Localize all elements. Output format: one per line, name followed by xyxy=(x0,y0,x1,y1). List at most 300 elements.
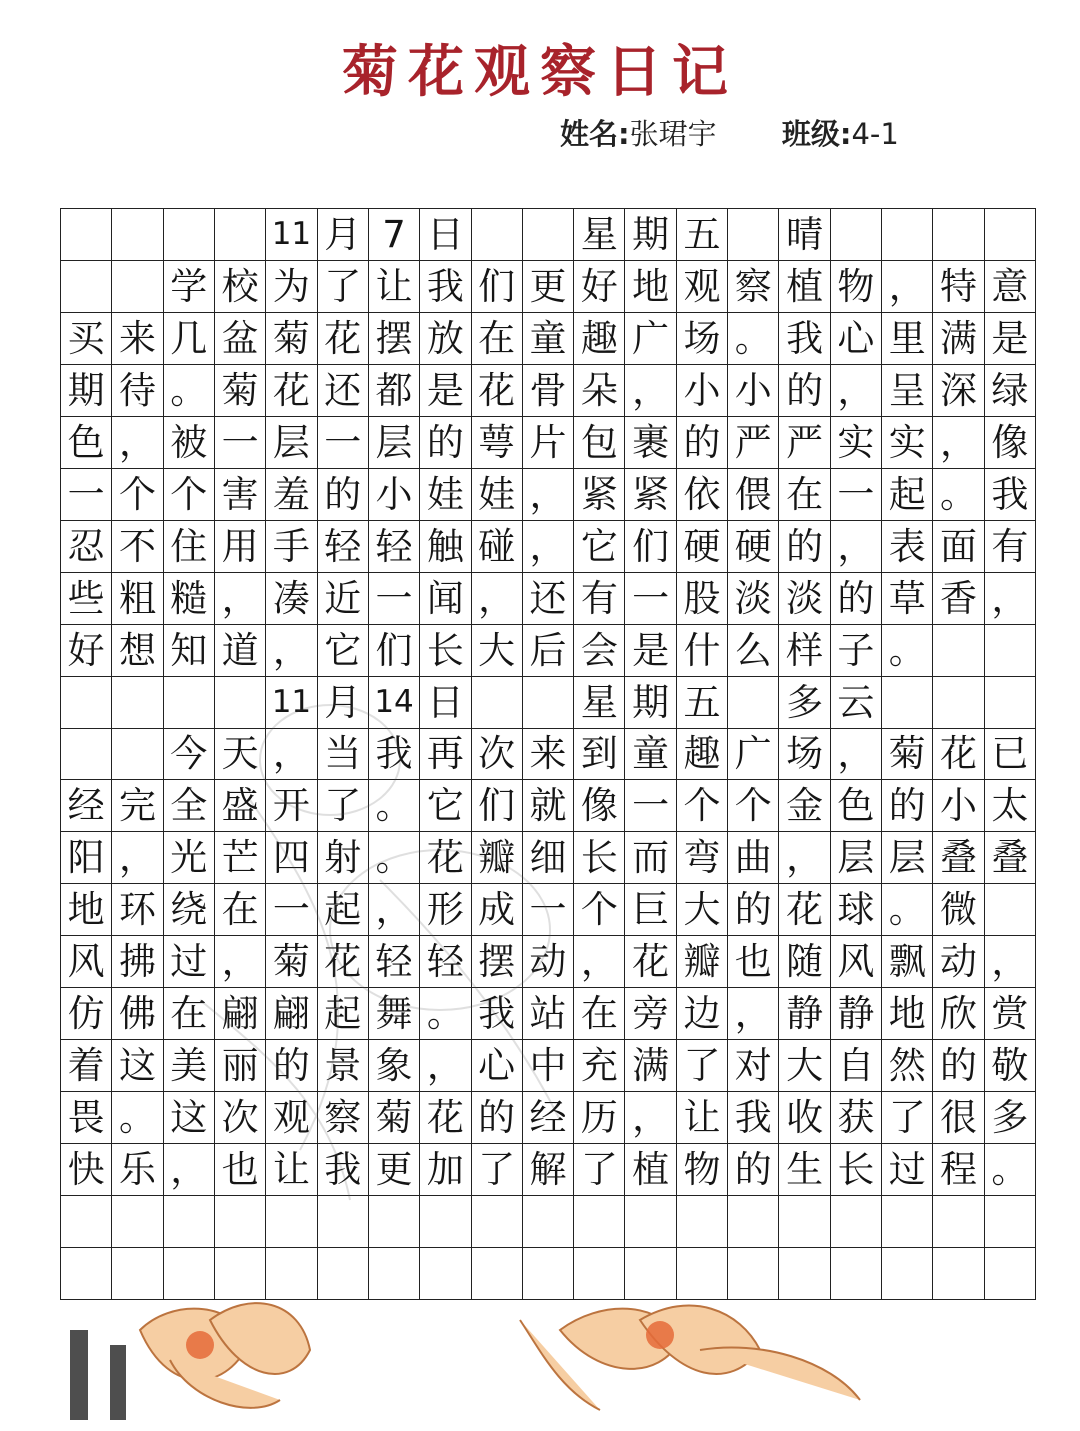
grid-cell: ， xyxy=(625,1092,676,1144)
grid-cell: 地 xyxy=(61,884,112,936)
grid-cell xyxy=(779,1248,830,1300)
grid-cell: 期 xyxy=(61,365,112,417)
grid-cell xyxy=(215,1248,266,1300)
grid-cell: 还 xyxy=(318,365,369,417)
grid-cell: 花 xyxy=(472,365,523,417)
grid-cell: 心 xyxy=(831,313,882,365)
grid-cell: 也 xyxy=(215,1144,266,1196)
grid-cell: 光 xyxy=(164,832,215,884)
grid-cell: 特 xyxy=(933,261,984,313)
grid-cell: 个 xyxy=(677,780,728,832)
grid-cell: 它 xyxy=(420,780,471,832)
grid-cell: 的 xyxy=(728,1144,779,1196)
grid-cell: ， xyxy=(831,365,882,417)
grid-cell: 丽 xyxy=(215,1040,266,1092)
grid-cell xyxy=(523,1196,574,1248)
grid-cell: ， xyxy=(728,988,779,1040)
grid-cell: 叠 xyxy=(985,832,1036,884)
grid-cell: 动 xyxy=(523,936,574,988)
grid-cell: 场 xyxy=(677,313,728,365)
grid-cell: 五 xyxy=(677,677,728,729)
grid-cell: 就 xyxy=(523,780,574,832)
grid-cell: 童 xyxy=(523,313,574,365)
grid-cell: 实 xyxy=(882,417,933,469)
grid-cell: 住 xyxy=(164,521,215,573)
grid-cell: 包 xyxy=(574,417,625,469)
grid-cell: 层 xyxy=(369,417,420,469)
grid-cell: 我 xyxy=(420,261,471,313)
grid-cell: 多 xyxy=(779,677,830,729)
grid-cell: 层 xyxy=(882,832,933,884)
grid-cell: 小 xyxy=(728,365,779,417)
grid-cell: ， xyxy=(215,573,266,625)
grid-cell xyxy=(677,1196,728,1248)
grid-cell: 期 xyxy=(625,677,676,729)
grid-cell: 闻 xyxy=(420,573,471,625)
grid-cell: 大 xyxy=(472,625,523,677)
grid-cell xyxy=(933,625,984,677)
grid-cell: 让 xyxy=(677,1092,728,1144)
grid-cell: 是 xyxy=(985,313,1036,365)
grid-cell: 深 xyxy=(933,365,984,417)
grid-cell: 为 xyxy=(266,261,317,313)
grid-cell: 边 xyxy=(677,988,728,1040)
grid-cell xyxy=(164,209,215,261)
grid-cell xyxy=(266,1248,317,1300)
grid-cell: 样 xyxy=(779,625,830,677)
grid-cell: 的 xyxy=(933,1040,984,1092)
grid-cell: 观 xyxy=(677,261,728,313)
grid-cell: 一 xyxy=(831,469,882,521)
grid-cell: 小 xyxy=(933,780,984,832)
grid-cell: 买 xyxy=(61,313,112,365)
name-value: 张珺宇 xyxy=(629,117,717,151)
grid-cell: 这 xyxy=(164,1092,215,1144)
grid-cell: 站 xyxy=(523,988,574,1040)
character-grid xyxy=(60,208,1036,1300)
grid-cell: 赏 xyxy=(985,988,1036,1040)
grid-cell: 一 xyxy=(266,884,317,936)
grid-cell: 轻 xyxy=(318,521,369,573)
grid-cell: 淡 xyxy=(779,573,830,625)
grid-cell: 依 xyxy=(677,469,728,521)
grid-cell: 菊 xyxy=(369,1092,420,1144)
grid-cell xyxy=(728,677,779,729)
grid-cell: 想 xyxy=(112,625,163,677)
grid-cell xyxy=(677,1248,728,1300)
class-label: 班级: xyxy=(781,117,852,151)
grid-cell: 云 xyxy=(831,677,882,729)
grid-cell: 是 xyxy=(625,625,676,677)
grid-cell xyxy=(61,1248,112,1300)
grid-cell: 金 xyxy=(779,780,830,832)
grid-cell: 生 xyxy=(779,1144,830,1196)
grid-cell: 片 xyxy=(523,417,574,469)
grid-cell: 地 xyxy=(882,988,933,1040)
grid-cell: ， xyxy=(523,521,574,573)
grid-cell: 次 xyxy=(472,729,523,781)
grid-cell: 获 xyxy=(831,1092,882,1144)
grid-cell: 的 xyxy=(882,780,933,832)
grid-cell: 四 xyxy=(266,832,317,884)
grid-cell: 意 xyxy=(985,261,1036,313)
grid-cell: 轻 xyxy=(369,521,420,573)
grid-cell: 完 xyxy=(112,780,163,832)
grid-cell: 14 xyxy=(369,677,420,729)
grid-cell xyxy=(985,1248,1036,1300)
grid-cell xyxy=(882,1196,933,1248)
grid-cell: 叠 xyxy=(933,832,984,884)
grid-cell: 有 xyxy=(985,521,1036,573)
grid-cell: 快 xyxy=(61,1144,112,1196)
grid-cell: 植 xyxy=(625,1144,676,1196)
grid-cell: 。 xyxy=(728,313,779,365)
grid-cell: 长 xyxy=(420,625,471,677)
grid-cell: 的 xyxy=(779,521,830,573)
grid-cell xyxy=(933,1248,984,1300)
grid-cell: 让 xyxy=(369,261,420,313)
grid-cell: 翩 xyxy=(215,988,266,1040)
grid-cell: 。 xyxy=(420,988,471,1040)
grid-cell xyxy=(882,677,933,729)
grid-cell: 芒 xyxy=(215,832,266,884)
grid-cell: 粗 xyxy=(112,573,163,625)
grid-cell: 被 xyxy=(164,417,215,469)
grid-cell: 一 xyxy=(61,469,112,521)
grid-cell: 欣 xyxy=(933,988,984,1040)
grid-cell xyxy=(779,1196,830,1248)
grid-cell: 绕 xyxy=(164,884,215,936)
grid-cell: 硬 xyxy=(677,521,728,573)
grid-cell xyxy=(933,1196,984,1248)
grid-cell xyxy=(112,1196,163,1248)
grid-cell: 色 xyxy=(831,780,882,832)
grid-cell: 微 xyxy=(933,884,984,936)
grid-cell: 了 xyxy=(472,1144,523,1196)
grid-cell xyxy=(523,1248,574,1300)
grid-cell: 畏 xyxy=(61,1092,112,1144)
grid-cell xyxy=(215,677,266,729)
grid-cell: ， xyxy=(215,936,266,988)
grid-cell: 。 xyxy=(985,1144,1036,1196)
grid-cell: 它 xyxy=(318,625,369,677)
grid-cell: 更 xyxy=(523,261,574,313)
grid-cell: 了 xyxy=(574,1144,625,1196)
grid-cell: 敬 xyxy=(985,1040,1036,1092)
grid-cell: 裹 xyxy=(625,417,676,469)
grid-cell: ， xyxy=(112,417,163,469)
grid-cell: 次 xyxy=(215,1092,266,1144)
grid-cell xyxy=(112,677,163,729)
grid-cell: 然 xyxy=(882,1040,933,1092)
grid-cell: 旁 xyxy=(625,988,676,1040)
grid-cell: ， xyxy=(420,1040,471,1092)
grid-cell: 严 xyxy=(728,417,779,469)
grid-cell xyxy=(933,209,984,261)
grid-cell: 一 xyxy=(215,417,266,469)
grid-cell: ， xyxy=(472,573,523,625)
grid-cell: 起 xyxy=(318,988,369,1040)
grid-cell: 了 xyxy=(318,780,369,832)
grid-cell: 。 xyxy=(933,469,984,521)
grid-cell xyxy=(164,1248,215,1300)
grid-cell: 大 xyxy=(779,1040,830,1092)
grid-cell: ， xyxy=(882,261,933,313)
grid-cell: 察 xyxy=(318,1092,369,1144)
grid-cell: 表 xyxy=(882,521,933,573)
grid-cell: 起 xyxy=(882,469,933,521)
grid-cell: 。 xyxy=(882,884,933,936)
grid-cell: 菊 xyxy=(882,729,933,781)
grid-cell: 趣 xyxy=(574,313,625,365)
grid-cell: 静 xyxy=(831,988,882,1040)
grid-cell: 已 xyxy=(985,729,1036,781)
grid-cell: 忍 xyxy=(61,521,112,573)
grid-cell: ， xyxy=(831,521,882,573)
grid-cell: 美 xyxy=(164,1040,215,1092)
grid-cell xyxy=(933,677,984,729)
grid-cell: 了 xyxy=(318,261,369,313)
grid-cell: 校 xyxy=(215,261,266,313)
grid-cell: 什 xyxy=(677,625,728,677)
grid-cell: 花 xyxy=(266,365,317,417)
grid-cell: 我 xyxy=(985,469,1036,521)
grid-cell: 菊 xyxy=(266,936,317,988)
grid-cell: 触 xyxy=(420,521,471,573)
grid-cell xyxy=(369,1248,420,1300)
grid-cell xyxy=(420,1248,471,1300)
grid-cell: 我 xyxy=(728,1092,779,1144)
grid-cell: 个 xyxy=(728,780,779,832)
grid-cell: 花 xyxy=(933,729,984,781)
grid-cell: ， xyxy=(985,573,1036,625)
grid-cell: 的 xyxy=(728,884,779,936)
grid-cell: 11 xyxy=(266,677,317,729)
grid-cell: 个 xyxy=(164,469,215,521)
grid-cell: 风 xyxy=(61,936,112,988)
grid-cell xyxy=(472,1248,523,1300)
grid-cell: 弯 xyxy=(677,832,728,884)
grid-cell: ， xyxy=(112,832,163,884)
grid-cell: 它 xyxy=(574,521,625,573)
grid-cell: 花 xyxy=(779,884,830,936)
grid-cell: 曲 xyxy=(728,832,779,884)
writing-grid-area xyxy=(60,208,1036,1300)
grid-cell xyxy=(112,209,163,261)
grid-cell: 严 xyxy=(779,417,830,469)
grid-cell: 们 xyxy=(369,625,420,677)
grid-cell: 像 xyxy=(574,780,625,832)
grid-cell: 星 xyxy=(574,677,625,729)
grid-cell: 动 xyxy=(933,936,984,988)
grid-cell xyxy=(164,1196,215,1248)
grid-cell: 会 xyxy=(574,625,625,677)
grid-cell: 过 xyxy=(882,1144,933,1196)
grid-cell: 射 xyxy=(318,832,369,884)
grid-cell: 。 xyxy=(369,832,420,884)
grid-cell xyxy=(112,261,163,313)
grid-cell: 小 xyxy=(369,469,420,521)
grid-cell: 么 xyxy=(728,625,779,677)
grid-cell: 糙 xyxy=(164,573,215,625)
grid-cell: 实 xyxy=(831,417,882,469)
grid-cell: ， xyxy=(985,936,1036,988)
grid-cell: 象 xyxy=(369,1040,420,1092)
grid-cell: 中 xyxy=(523,1040,574,1092)
grid-cell: 草 xyxy=(882,573,933,625)
grid-cell: 乐 xyxy=(112,1144,163,1196)
grid-cell: 层 xyxy=(266,417,317,469)
grid-cell: 的 xyxy=(420,417,471,469)
grid-cell: 翩 xyxy=(266,988,317,1040)
grid-cell xyxy=(985,1196,1036,1248)
grid-cell: 满 xyxy=(625,1040,676,1092)
grid-cell: 物 xyxy=(831,261,882,313)
grid-cell: 碰 xyxy=(472,521,523,573)
grid-cell: 菊 xyxy=(266,313,317,365)
grid-cell: 五 xyxy=(677,209,728,261)
grid-cell: 天 xyxy=(215,729,266,781)
grid-cell: 朵 xyxy=(574,365,625,417)
grid-cell: 里 xyxy=(882,313,933,365)
grid-cell: 形 xyxy=(420,884,471,936)
grid-cell: 摆 xyxy=(369,313,420,365)
grid-cell: 们 xyxy=(625,521,676,573)
grid-cell: 在 xyxy=(215,884,266,936)
grid-cell: 股 xyxy=(677,573,728,625)
grid-cell xyxy=(472,677,523,729)
grid-cell xyxy=(625,1248,676,1300)
grid-cell xyxy=(985,209,1036,261)
grid-cell: 的 xyxy=(318,469,369,521)
grid-cell: 道 xyxy=(215,625,266,677)
grid-cell: 着 xyxy=(61,1040,112,1092)
grid-cell: 全 xyxy=(164,780,215,832)
grid-cell: 风 xyxy=(831,936,882,988)
grid-cell xyxy=(266,1196,317,1248)
grid-cell: 放 xyxy=(420,313,471,365)
grid-cell: 都 xyxy=(369,365,420,417)
grid-cell xyxy=(61,677,112,729)
grid-cell: 花 xyxy=(420,1092,471,1144)
grid-cell: 好 xyxy=(574,261,625,313)
grid-cell: 在 xyxy=(574,988,625,1040)
grid-cell: 盛 xyxy=(215,780,266,832)
grid-cell: 到 xyxy=(574,729,625,781)
grid-cell: 很 xyxy=(933,1092,984,1144)
grid-cell xyxy=(112,729,163,781)
grid-cell: 来 xyxy=(112,313,163,365)
student-info xyxy=(560,112,899,153)
grid-cell xyxy=(574,1248,625,1300)
grid-cell xyxy=(61,729,112,781)
grid-cell xyxy=(574,1196,625,1248)
grid-cell: 球 xyxy=(831,884,882,936)
grid-cell: 植 xyxy=(779,261,830,313)
grid-cell: 的 xyxy=(266,1040,317,1092)
grid-cell: ， xyxy=(523,469,574,521)
grid-cell: 佛 xyxy=(112,988,163,1040)
name-label: 姓名: xyxy=(560,117,630,151)
grid-cell: 一 xyxy=(369,573,420,625)
grid-cell: 在 xyxy=(164,988,215,1040)
grid-cell: 轻 xyxy=(369,936,420,988)
grid-cell: 让 xyxy=(266,1144,317,1196)
grid-cell: ， xyxy=(625,365,676,417)
grid-cell: 萼 xyxy=(472,417,523,469)
grid-cell: 了 xyxy=(882,1092,933,1144)
page-title: 菊花观察日记 xyxy=(342,39,738,105)
grid-cell xyxy=(985,677,1036,729)
grid-cell xyxy=(882,1248,933,1300)
grid-cell: 巨 xyxy=(625,884,676,936)
grid-cell: 充 xyxy=(574,1040,625,1092)
grid-cell: 些 xyxy=(61,573,112,625)
grid-cell: 花 xyxy=(318,936,369,988)
grid-cell: 个 xyxy=(112,469,163,521)
grid-cell: 舞 xyxy=(369,988,420,1040)
grid-cell: 经 xyxy=(61,780,112,832)
grid-cell: 起 xyxy=(318,884,369,936)
grid-cell: 程 xyxy=(933,1144,984,1196)
grid-cell: 手 xyxy=(266,521,317,573)
grid-cell: 不 xyxy=(112,521,163,573)
grid-cell: 轻 xyxy=(420,936,471,988)
grid-cell: 历 xyxy=(574,1092,625,1144)
grid-cell: 瓣 xyxy=(472,832,523,884)
grid-cell: 解 xyxy=(523,1144,574,1196)
grid-cell: 7 xyxy=(369,209,420,261)
grid-cell: 偎 xyxy=(728,469,779,521)
grid-cell: 个 xyxy=(574,884,625,936)
grid-cell: 知 xyxy=(164,625,215,677)
grid-cell: 我 xyxy=(472,988,523,1040)
grid-cell xyxy=(369,1196,420,1248)
grid-cell: 几 xyxy=(164,313,215,365)
grid-cell: 长 xyxy=(831,1144,882,1196)
grid-cell: 开 xyxy=(266,780,317,832)
grid-cell: 淡 xyxy=(728,573,779,625)
grid-cell: 场 xyxy=(779,729,830,781)
grid-cell: 细 xyxy=(523,832,574,884)
grid-cell: 今 xyxy=(164,729,215,781)
grid-cell: 硬 xyxy=(728,521,779,573)
grid-cell: 地 xyxy=(625,261,676,313)
grid-cell: 再 xyxy=(420,729,471,781)
grid-cell: 绿 xyxy=(985,365,1036,417)
grid-cell xyxy=(61,209,112,261)
grid-cell: 自 xyxy=(831,1040,882,1092)
grid-cell: 月 xyxy=(318,677,369,729)
grid-cell: 的 xyxy=(677,417,728,469)
grid-cell: 阳 xyxy=(61,832,112,884)
grid-cell: 还 xyxy=(523,573,574,625)
grid-cell: 加 xyxy=(420,1144,471,1196)
grid-cell xyxy=(215,209,266,261)
grid-cell: 凑 xyxy=(266,573,317,625)
grid-cell: ， xyxy=(574,936,625,988)
grid-cell xyxy=(985,625,1036,677)
grid-cell: 在 xyxy=(779,469,830,521)
grid-cell: 害 xyxy=(215,469,266,521)
grid-cell: 。 xyxy=(112,1092,163,1144)
grid-cell: 的 xyxy=(472,1092,523,1144)
grid-cell: 一 xyxy=(625,780,676,832)
grid-cell: 待 xyxy=(112,365,163,417)
grid-cell: 月 xyxy=(318,209,369,261)
grid-cell: 菊 xyxy=(215,365,266,417)
grid-cell: 也 xyxy=(728,936,779,988)
